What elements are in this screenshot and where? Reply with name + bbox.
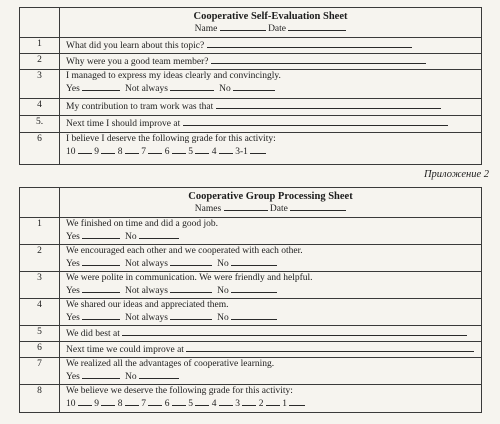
grade-blank[interactable] — [78, 397, 92, 406]
grade-blank[interactable] — [172, 145, 186, 154]
grade-blank[interactable] — [148, 397, 162, 406]
sheet2-row-7 — [60, 358, 482, 385]
row-num: 2 — [20, 54, 60, 70]
grade-blank[interactable] — [101, 145, 115, 154]
names-label: Names — [194, 204, 222, 214]
not-always-blank[interactable] — [170, 82, 214, 91]
grade-blank[interactable] — [219, 397, 233, 406]
no-label: No — [124, 372, 137, 382]
row-text: We encouraged each other and we cooperated with each other. — [66, 246, 303, 256]
row-num: 8 — [20, 385, 60, 413]
yes-blank[interactable] — [82, 311, 120, 320]
name-label: Name — [194, 24, 218, 34]
sheet1-row-1 — [60, 38, 482, 54]
row-text: We finished on time and did a good job. — [66, 219, 218, 229]
no-label: No — [124, 232, 137, 242]
sheet2-row-1 — [60, 218, 482, 245]
grade-label: 7 — [141, 399, 146, 409]
row-num: 6 — [20, 342, 60, 358]
date-label: Date — [268, 24, 286, 34]
row-num: 5 — [20, 326, 60, 342]
grade-blank[interactable] — [125, 145, 139, 154]
row-num: 5. — [20, 116, 60, 133]
row-text: We shared our ideas and appreciated them. — [66, 300, 229, 310]
answer-blank[interactable] — [186, 343, 474, 352]
answer-options — [66, 82, 481, 95]
sheet1-name-date — [60, 22, 481, 37]
row-num: 3 — [20, 272, 60, 299]
grade-label: 9 — [94, 147, 99, 157]
yes-label: Yes — [66, 259, 80, 269]
grade-label: 1 — [282, 399, 287, 409]
grade-blank[interactable] — [250, 145, 266, 154]
answer-options — [66, 230, 481, 243]
sheet2-row-5 — [60, 326, 482, 342]
grade-label: 4 — [211, 147, 217, 157]
not-always-label: Not always — [124, 84, 168, 94]
grade-scale — [66, 397, 481, 410]
grade-blank[interactable] — [148, 145, 162, 154]
row-text: Next time we could improve at — [66, 345, 184, 355]
yes-blank[interactable] — [82, 284, 120, 293]
grade-label: 10 — [66, 147, 76, 157]
grade-label: 2 — [258, 399, 264, 409]
grade-blank[interactable] — [266, 397, 280, 406]
grade-label: 9 — [94, 399, 99, 409]
grade-label: 7 — [141, 147, 146, 157]
grade-blank[interactable] — [289, 397, 305, 406]
sheet2-names-date — [60, 202, 481, 217]
row-num: 4 — [20, 299, 60, 326]
answer-blank[interactable] — [211, 55, 426, 64]
row-text: We believe we deserve the following grade for this activity: — [66, 386, 293, 396]
grade-label: 4 — [211, 399, 217, 409]
grade-label: 10 — [66, 399, 76, 409]
grade-label: 5 — [188, 399, 193, 409]
appendix-label: Приложение 2 — [423, 169, 489, 180]
no-blank[interactable] — [231, 257, 277, 266]
no-blank[interactable] — [233, 82, 275, 91]
yes-label: Yes — [66, 372, 80, 382]
answer-options — [66, 257, 481, 270]
grade-blank[interactable] — [195, 145, 209, 154]
sheet1-row-5 — [60, 116, 482, 133]
yes-blank[interactable] — [82, 230, 120, 239]
row-num: 7 — [20, 358, 60, 385]
not-always-blank[interactable] — [170, 284, 212, 293]
grade-label: 8 — [117, 399, 123, 409]
grade-blank[interactable] — [125, 397, 139, 406]
sheet2-row-8 — [60, 385, 482, 413]
row-num: 3 — [20, 70, 60, 99]
grade-blank[interactable] — [195, 397, 209, 406]
no-blank[interactable] — [139, 230, 179, 239]
no-label: No — [217, 313, 229, 323]
answer-blank[interactable] — [122, 327, 467, 336]
date-label: Date — [269, 204, 288, 214]
grade-blank[interactable] — [101, 397, 115, 406]
row-num: 1 — [20, 218, 60, 245]
group-processing-table — [19, 187, 482, 413]
not-always-blank[interactable] — [170, 257, 212, 266]
answer-options — [66, 311, 481, 324]
sheet2-row-2 — [60, 245, 482, 272]
names-blank[interactable] — [224, 202, 268, 211]
no-label: No — [217, 259, 229, 269]
sheet1-row-4 — [60, 99, 482, 116]
not-always-blank[interactable] — [170, 311, 212, 320]
row-num: 4 — [20, 99, 60, 116]
grade-scale — [66, 145, 481, 158]
no-label: No — [217, 286, 229, 296]
yes-label: Yes — [66, 286, 80, 296]
row-num: 6 — [20, 133, 60, 165]
grade-blank[interactable] — [242, 397, 256, 406]
row-text: We realized all the advantages of cooperative learning. — [66, 359, 275, 369]
row-text: We did best at — [66, 329, 120, 339]
row-text: I managed to express my ideas clearly and convincingly. — [66, 71, 281, 81]
row-num: 2 — [20, 245, 60, 272]
sheet1-row-2 — [60, 54, 482, 70]
not-always-label: Not always — [124, 313, 168, 323]
date-blank[interactable] — [290, 202, 346, 211]
grade-label: 3-1 — [235, 147, 248, 157]
grade-label: 8 — [117, 147, 123, 157]
yes-blank[interactable] — [82, 257, 120, 266]
row-text: My contribution to tram work was that — [66, 102, 214, 112]
header-num-cell — [20, 188, 60, 218]
sheet1-header-cell — [60, 8, 482, 38]
row-text: We were polite in communication. We were friendly and helpful. — [66, 273, 313, 283]
yes-label: Yes — [66, 313, 80, 323]
no-blank[interactable] — [231, 284, 277, 293]
header-num-cell — [20, 8, 60, 38]
not-always-label: Not always — [124, 286, 168, 296]
no-blank[interactable] — [231, 311, 277, 320]
grade-label: 6 — [164, 399, 170, 409]
answer-blank[interactable] — [207, 39, 412, 48]
answer-blank[interactable] — [216, 100, 441, 109]
sheet2-row-4 — [60, 299, 482, 326]
grade-blank[interactable] — [172, 397, 186, 406]
row-text: I believe I deserve the following grade for this activity: — [66, 134, 276, 144]
no-label: No — [219, 84, 231, 94]
sheet2-row-6 — [60, 342, 482, 358]
grade-blank[interactable] — [219, 145, 233, 154]
sheet1-row-3 — [60, 70, 482, 99]
answer-options — [66, 370, 481, 383]
grade-label: 5 — [188, 147, 193, 157]
row-num: 1 — [20, 38, 60, 54]
sheet1-title: Cooperative Self-Evaluation Sheet — [193, 11, 348, 22]
grade-blank[interactable] — [78, 145, 92, 154]
not-always-label: Not always — [124, 259, 168, 269]
sheet2-row-3 — [60, 272, 482, 299]
grade-label: 6 — [164, 147, 170, 157]
name-blank[interactable] — [220, 22, 266, 31]
self-evaluation-table — [19, 7, 482, 165]
sheet1-row-6 — [60, 133, 482, 165]
row-text: What did you learn about this topic? — [66, 41, 205, 51]
yes-label: Yes — [66, 84, 80, 94]
answer-blank[interactable] — [183, 117, 448, 126]
sheet2-header-cell — [60, 188, 482, 218]
yes-blank[interactable] — [82, 82, 120, 91]
row-text: Next time I should improve at — [66, 119, 181, 129]
sheet2-title: Cooperative Group Processing Sheet — [188, 191, 353, 202]
date-blank[interactable] — [288, 22, 346, 31]
yes-label: Yes — [66, 232, 80, 242]
grade-label: 3 — [235, 399, 240, 409]
yes-blank[interactable] — [82, 370, 120, 379]
no-blank[interactable] — [139, 370, 179, 379]
row-text: Why were you a good team member? — [66, 57, 209, 67]
answer-options — [66, 284, 481, 297]
